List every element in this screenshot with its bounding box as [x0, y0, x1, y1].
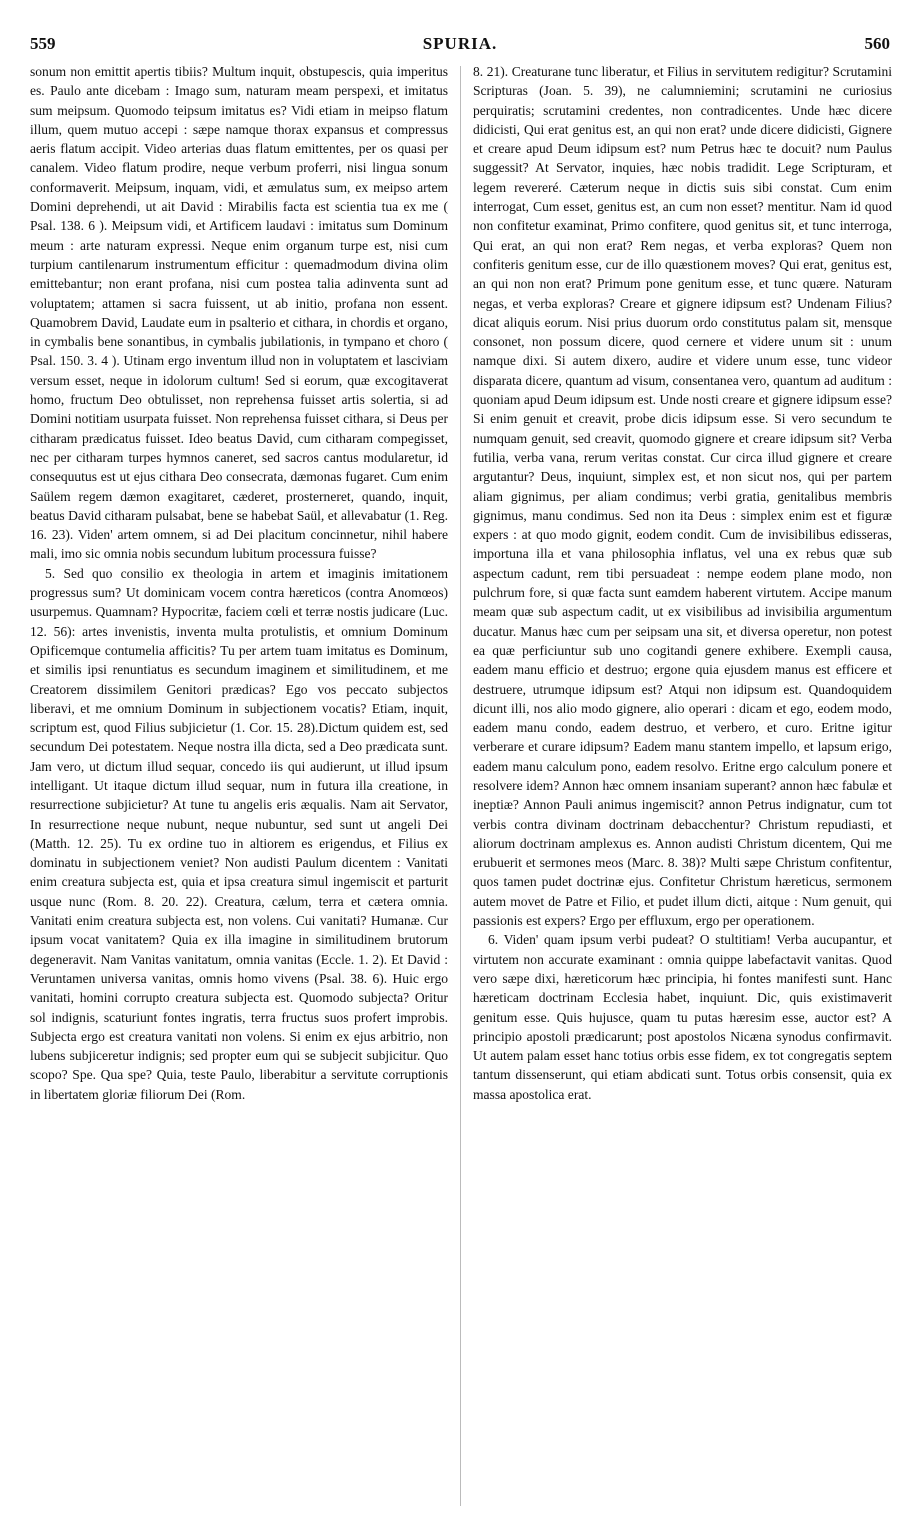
page-header: [30, 34, 890, 58]
page-number-left: 559: [30, 34, 56, 53]
text-column-left: [30, 62, 448, 1512]
column-divider: [460, 66, 461, 1506]
paragraph: 5. Sed quo consilio ex theologia in artem et imaginis imitationem progressus sum? Ut dominicam vocem contra hæreticos (contra Anomœos) usurpemus. Quamnam? Hypocritæ, faciem cœli et terræ nostis judicare (Luc. 12. 56): artes invenistis, inventa multa protulistis, et omnium Dominum Opificemque contumelia afficitis? Tu per artem tuam imitatus es Dominum, et similis ipsi renuntiatus es secundum imaginem et similitudinem, et me Creatorem dissimilem Genitori prædicas? Ego vos peccato subjectos liberavi, et me omnium Dominum in subjectionem vocatis? Etiam, inquit, scriptum est, quod Filius subjicietur (1. Cor. 15. 28).Dictum quidem est, sed secundum Dei potestatem. Neque nostra illa dicta, sed a Deo prædicata sunt. Jam vero, ut dictum illud sequar, concedo iis qui audierunt, ut illud ipsum intelligant. Ut itaque dictum illud sequar, num in futura illa creatione, in resurrectione subjicietur? At tune tu angelis eris æqualis. Nam ait Servator, In resurrectione neque nubunt, neque nubuntur, sed sunt ut angeli Dei (Matth. 12. 25). Tu ex ordine tuo in altiorem es erigendus, et Filius ex dominatu in subjectionem veniet? Non audisti Paulum dicentem : Vanitati enim creatura subjecta est, quia et ipsa creatura simul ingemiscit et parturit usque nunc (Rom. 8. 20. 22). Creatura, cælum, terra et cætera omnia. Vanitati enim creatura subjecta est, non volens. Cui vanitati? Humanæ. Cur ipsum vocat vanitatem? Quia ex illa imagine in similitudinem brutorum degeneravit. Nam Vanitas vanitatum, omnia vanitas (Eccle. 1. 2). Et David : Veruntamen universa vanitas, omnis homo vivens (Psal. 38. 6). Huic ergo vanitati, homini corrupto creatura subjecta est. Quomodo subjecta? Oritur sol indignis, scaturiunt fontes ingratis, terra fructus suos profert improbis. Subjecta ergo est creatura vanitati non volens. Si enim ex ejus arbitrio, non lubens subjiceretur indignis; sed propter eum qui se subjecit subjicitur. Quo scopo? Spe. Qua spe? Quia, teste Paulo, liberabitur a servitute corruptionis in libertatem gloriæ filiorum Dei (Rom.: [30, 565, 448, 1102]
paragraph: 6. Viden' quam ipsum verbi pudeat? O stultitiam! Verba aucupantur, et virtutem non accurate examinant : omnia quippe labefactavit vanitas. Quod vero sæpe dixi, hæreticorum hæc principia, hi fontes manifesti sunt. Hanc hæreticam doctrinam Ecclesia habet, inquiunt. Dic, quis existimaverit genitum esse. Quis hujusce, quam tu putas hæresim esse, auctor est? A principio apostoli prædicarunt; post apostolos Nicæna synodus confirmavit. Ut autem palam esset hanc totius orbis esse fidem, ex tot congregatis septem tantum dissenserunt, qui etiam abdicati sunt. Totus orbis consensit, quia ex massa apostolica erat.: [473, 932, 892, 1102]
paragraph: 8. 21). Creaturane tunc liberatur, et Filius in servitutem redigitur? Scrutamini Scripturas (Joan. 5. 39), ne calumniemini; scrutamini ne curiosius perquiratis; scrutamini credentes, non contradicentes. Unde hæc dicere didicisti, Qui erat genitus est, an qui non erat? unde dicere didicisti, Gignere et creare apud Deum idipsum est? num Petrus hæc te docuit? num Paulus suggessit? At Servator, inquies, hæc nobis tradidit. Lege Scripturam, et legem revereré. Cæterum neque in dictis suis sibi constat. Cum enim interrogat, Cum esset, genitus est, an cum non esset? mentitur. Nam id quod non confitetur examinat, Primo confitere, quod genitus sit, et tunc interroga, Qui erat, an qui non erat? Rem negas, et verba exploras? Quem non confiteris genitum esse, cur de illo quæstionem moves? Qui erat, genitus est, an qui non non erat? Primum pone genitum esse, et tunc quære. Naturam negas, et verba exploras? Creare et gignere idipsum est? Undenam Filius? dicat aliquis eorum. Nisi prius duorum ordo constitutus palam sit, mensque consonet, non possum dicere, quod cernere et videre unum sit : unum namque dixi. Si autem dixero, audire et videre unum esse, tunc videor disparata dicere, quantum ad visum, consentanea vero, quantum ad auditum : quoniam apud Deum idipsum est. Unde nosti creare et gignere idipsum esse? Si enim genuit et creavit, probe dicis idipsum esse. Si vero secundum te numquam genuit, sed creavit, quomodo gignere et creare idipsum sit? Verba futilia, verba vana, rerum veritas constat. Cur circa illud gignere et creare argutantur? Deus, inquiunt, simplex est, et non sicut nos, qui per partem aliam gignimus, per aliam condimus; verbi gratia, genitalibus membris gignimus, manu condimus. Sed non ita Deus : simplex enim est et figuræ expers : at quo modo gignit, eodem condit. Cum de invisibilibus edisseras, importuna illa et vana philosophia inflatus, vel una ex rebus quæ sub aspectum cadunt, rem tibi persuadeat : nempe eodem plane modo, non pulchrum fore, si quæ facta sunt eamdem haberent virtutem. Accipe manum meam quæ sub aspectum cadit, ut ex visibilibus ad invisibilia argumentum ducatur. Manus hæc cum per seipsam una sit, et diversa operetur, non potest ea quæ perficiuntur sub uno cogitandi genere exhibere. Exempli causa, eadem manu efficio et destruo; ergone quia ejusdem manus est efficere et destruere, utrumque idipsum est? Atqui non idipsum est. Quandoquidem dicunt illi, nos alio modo gignere, alio operari : dicam et ego, eodem modo, eadem manu condo, eadem destruo, et verbero, et curo. Eritne igitur verberare et curare idipsum? Eadem manu stantem impello, et lapsum erigo, eadem manu calculum pono, eadem resolvo. Eritne ergo calculum ponere et resolvere idem? Annon hæc omnem insaniam superant? annon hæc fabulæ et ineptiæ? Annon Pauli animus ingemiscit? annon Petrus indignatur, cum tot verbis contra divinam doctrinam debacchentur? Christum repudiasti, et aliorum doctrinam amplexus es. Annon audisti Christum dicentem, Qui me erubuerit et sermones meos (Marc. 8. 38)? Multi sæpe Christum confitentur, quos tamen pudet doctrinæ ejus. Confitetur Christum hæreticus, sermonem autem movet de Patre et Filio, et pudet illum dicti, aitque : Num genuit, qui passionis est expers? Ergo per effluxum, ergo per operationem.: [473, 64, 892, 929]
text-column-right: [473, 62, 892, 1512]
running-title: SPURIA.: [422, 34, 498, 53]
page-number-right: 560: [864, 34, 890, 53]
paragraph: sonum non emittit apertis tibiis? Multum inquit, obstupescis, quia imperitus es. Paulo ante dicebam : Imago sum, naturam meam perspexi, et imitatus sum meipsum. Quomodo teipsum imitatus es? Vidi etiam in meipso flatum illum, quem mutuo accepi : sæpe namque thorax expansus et compressus aeris flatum accipit. Video arterias duas flatum emittentes, per os quasi per canalem. Video flatum prodire, neque verbum proferri, nisi lingua sonum conformaverit. Meipsum, inquam, vidi, et æmulatus sum, ex meipso artem Domini deprehendi, ut ait David : Mirabilis facta est scientia tua ex me ( Psal. 138. 6 ). Meipsum vidi, et Artificem laudavi : imitatus sum Dominum meum : arte naturam expressi. Neque enim organum turpe est, nisi cum turpium cantilenarum instrumentum efficitur : quemadmodum divina olim emittebantur; non erant profana, nisi cum postea talia adinventa sunt ad voluptatem; attamen si sacra fuissent, ut ab initio, profana non essent. Quamobrem David, Laudate eum in psalterio et cithara, in chordis et organo, in cymbalis bene sonantibus, in cymbalis jubilationis, in tympano et choro ( Psal. 150. 3. 4 ). Utinam ergo inventum illud non in voluptatem et lasciviam versum esset, neque in idolorum cultum! Sed si eorum, quæ excogitaverat homo, fructum Deo obtulisset, non reprehensa fuisset artis solertia, si ad Domini notitiam usurpata fuisset. Non reprehensa fuisset cithara, si Deus per citharam prædicatus fuisset. Ideo beatus David, cum citharam compegisset, nec per citharam turpes hymnos caneret, sed sacros cantus modularetur, id consequutus est ut ejus cithara Deo consecrata, dæmonas fugaret. Cum enim Saülem regem dæmon exagitaret, cæderet, prosterneret, quando, inquit, beatus David citharam pulsabat, bene se habebat Saül, et allevabatur (1. Reg. 16. 23). Viden' artem omnem, si ad Dei placitum concinnetur, nihil habere mali, imo sic omnia nobis secundum lubitum processura fuisse?: [30, 64, 448, 562]
